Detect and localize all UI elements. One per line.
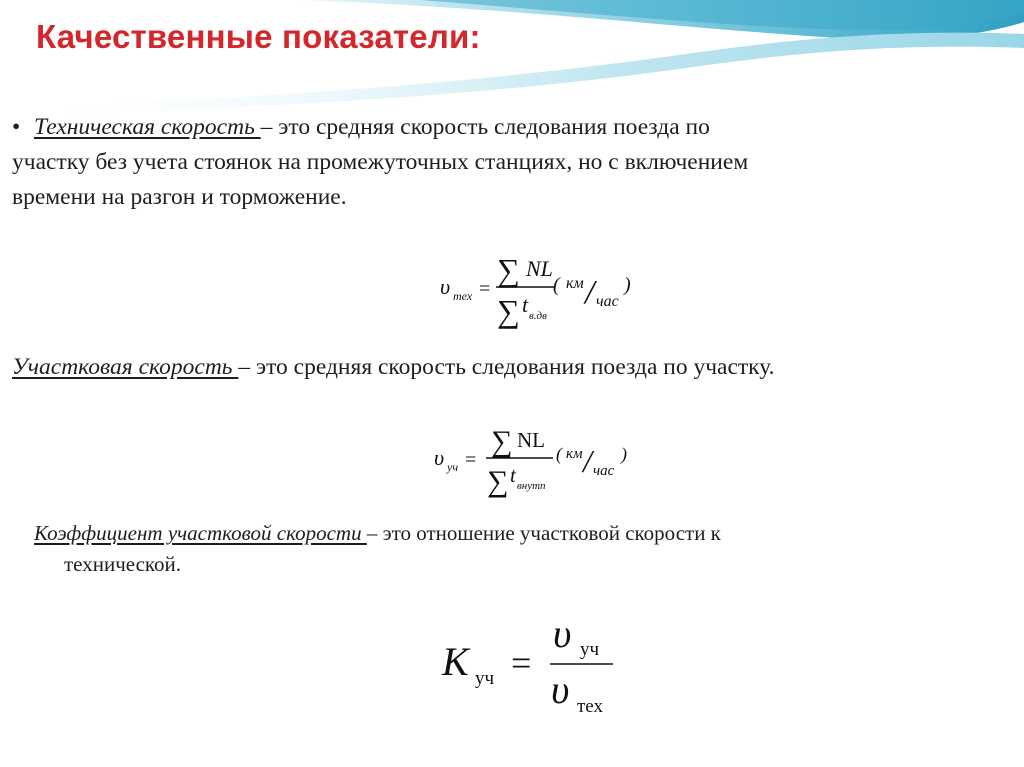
formula-coef-den-symbol: υ (551, 667, 570, 712)
coefficient-definition (34, 518, 984, 580)
formula-tech-denominator-sub: в.дв (529, 310, 547, 322)
formula-coef-equals: = (511, 643, 532, 683)
technical-speed-text-2: участку без учета стоянок на промежуточных станциях, но с включением (12, 149, 749, 175)
formula-tech-unit-close: ) (624, 274, 631, 296)
formula-sect-lhs-sub: уч (447, 460, 459, 474)
technical-speed-text-3: времени на разгон и торможение. (12, 184, 347, 210)
formula-sect-numerator: NL (517, 428, 545, 452)
formula-sect-denominator-sub: внутп (517, 480, 546, 492)
formula-sect-unit-open: ( (556, 444, 562, 464)
formula-coef-lhs-sub: уч (475, 668, 495, 689)
sectional-speed-text: – это средняя скорость следования поезда по участку. (238, 354, 775, 380)
slide-title: Качественные показатели: (36, 18, 481, 55)
formula-tech-lhs: υ (440, 274, 451, 299)
technical-speed-definition (12, 110, 992, 215)
formula-sect-equals: = (465, 449, 477, 471)
formula-tech-lhs-sub: тех (453, 289, 473, 303)
coefficient-text-1: – это отношение участковой скорости к (366, 521, 721, 545)
formula-tech-sum-top: ∑ (497, 252, 520, 288)
formula-coef-lhs: K (442, 639, 469, 684)
formula-sect-unit-bottom: час (593, 463, 615, 479)
formula-tech-equals: = (479, 278, 491, 300)
formula-coef-num-symbol: υ (553, 611, 572, 656)
formula-tech-denominator: t (522, 292, 529, 317)
formula-coef-den-sub: тех (577, 696, 603, 717)
formula-sect-denominator: t (510, 463, 516, 487)
coefficient-term: Коэффициент участковой скорости (34, 521, 367, 545)
formula-tech-numerator: NL (526, 256, 553, 281)
formula-tech-unit-bottom: час (596, 293, 619, 310)
formula-coef-num-sub: уч (580, 639, 600, 660)
coefficient-line1 (34, 518, 984, 549)
technical-speed-line1 (12, 110, 992, 145)
formula-sect-lhs: υ (434, 445, 445, 470)
formula-sect-unit-top: км (566, 446, 583, 462)
formula-sect-sum-top: ∑ (491, 425, 513, 458)
technical-speed-term: Техническая скорость (34, 114, 261, 140)
sectional-speed-term: Участковая скорость (12, 354, 239, 380)
formula-sect-unit-close: ) (621, 444, 627, 464)
sectional-speed-definition (12, 350, 1012, 385)
formula-tech-unit-top: км (566, 275, 584, 292)
formula-sect-sum-bottom: ∑ (487, 465, 509, 498)
formula-tech-sum-bottom: ∑ (497, 293, 520, 329)
formula-sect-unit-slash: / (583, 443, 592, 479)
technical-speed-text-1: – это средняя скорость следования поезда по (260, 114, 710, 140)
formula-tech-unit-open: ( (553, 274, 560, 296)
coefficient-text-2: технической. (64, 552, 182, 576)
formula-tech-unit-slash: / (585, 274, 595, 311)
bullet: • (12, 114, 21, 140)
